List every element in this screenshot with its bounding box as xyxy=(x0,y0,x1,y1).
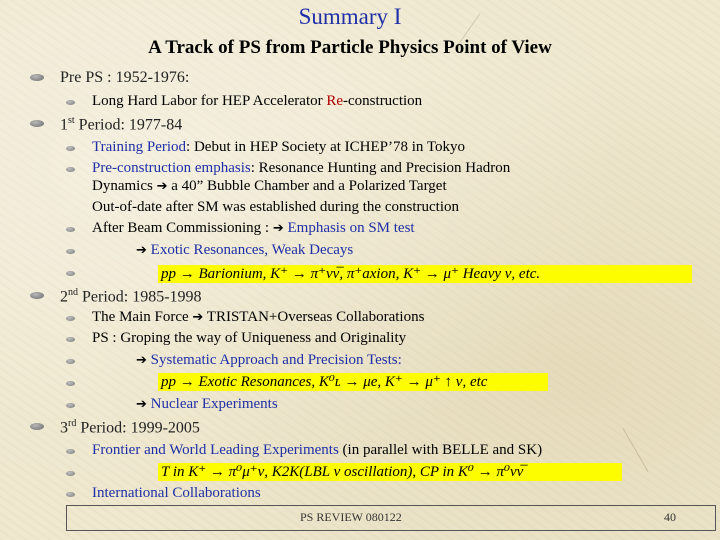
bullet-icon xyxy=(30,423,44,430)
first-period-formula: pp → Barionium, K⁺ → π⁺νν̅, π⁺axion, K⁺ → μ⁺ Heavy ν, etc. xyxy=(158,265,692,283)
bullet-icon xyxy=(66,100,75,105)
bullet-icon xyxy=(66,249,75,254)
bullet-icon xyxy=(66,337,75,342)
second-period-formula: pp → Exotic Resonances, K⁰ʟ → μe, K⁺ → μ⁺ ↑ ν, etc xyxy=(158,373,548,391)
page-number: 40 xyxy=(664,510,676,524)
bullet-icon xyxy=(30,292,44,299)
bullet-icon xyxy=(30,74,44,81)
bullet-icon xyxy=(66,227,75,232)
bullet-icon xyxy=(66,492,75,497)
third-period-formula: T in K⁺ → π⁰μ⁺ν, K2K(LBL ν oscillation), CP in K⁰ → π⁰νν̅ xyxy=(158,463,622,481)
bullet-icon xyxy=(66,359,75,364)
arrow-right-icon: ➔ xyxy=(156,179,168,194)
bullet-icon xyxy=(66,316,75,321)
bullet-icon xyxy=(30,120,44,127)
slide-subtitle: A Track of PS from Particle Physics Point of View xyxy=(148,37,552,58)
arrow-right-icon: ➔ xyxy=(136,397,147,412)
bullet-icon xyxy=(66,381,75,386)
bullet-icon xyxy=(66,403,75,408)
arrow-right-icon: ➔ xyxy=(136,243,147,258)
background-scratch xyxy=(623,428,649,472)
arrow-right-icon: ➔ xyxy=(272,221,284,236)
slide-title: Summary I xyxy=(298,4,402,29)
bullet-icon xyxy=(66,471,75,476)
bullet-icon xyxy=(66,146,75,151)
bullet-icon xyxy=(66,167,75,172)
bullet-icon xyxy=(66,271,75,276)
bullet-icon xyxy=(66,449,75,454)
arrow-right-icon: ➔ xyxy=(192,310,204,325)
arrow-right-icon: ➔ xyxy=(136,353,147,368)
footer-label: PS REVIEW 080122 xyxy=(300,510,402,524)
